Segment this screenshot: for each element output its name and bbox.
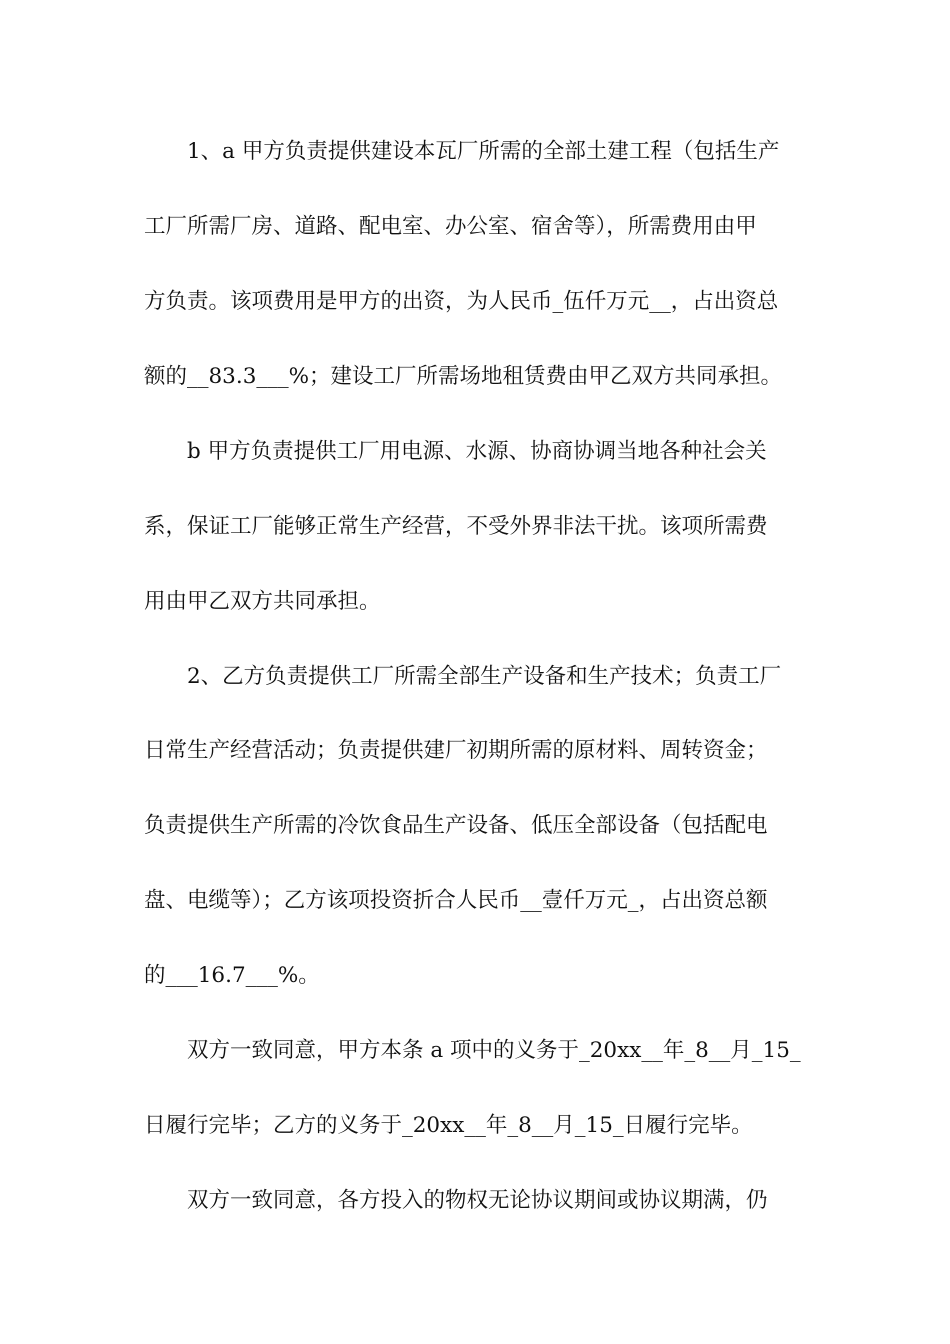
text-line: 方负责。该项费用是甲方的出资，为人民币_伍仟万元__，占出资总 [144,289,779,314]
text-line: 日常生产经营活动；负责提供建厂初期所需的原材料、周转资金； [144,738,768,763]
text-line: 双方一致同意，各方投入的物权无论协议期间或协议期满，仍 [187,1188,768,1213]
text-line: b 甲方负责提供工厂用电源、水源、协商协调当地各种社会关 [187,439,767,464]
text-line: 双方一致同意，甲方本条 a 项中的义务于_20xx__年_8__月_15_ [187,1038,801,1063]
text-line: 2、乙方负责提供工厂所需全部生产设备和生产技术；负责工厂 [187,664,782,689]
text-line: 日履行完毕；乙方的义务于_20xx__年_8__月_15_日履行完毕。 [144,1113,753,1138]
text-line: 系，保证工厂能够正常生产经营，不受外界非法干扰。该项所需费 [144,514,768,539]
text-line: 工厂所需厂房、道路、配电室、办公室、宿舍等），所需费用由甲 [144,214,757,239]
text-line: 额的__83.3___%；建设工厂所需场地租赁费由甲乙双方共同承担。 [144,364,783,389]
text-line: 用由甲乙双方共同承担。 [144,589,381,614]
text-line: 的___16.7___%。 [144,963,320,988]
text-line: 盘、电缆等）；乙方该项投资折合人民币__壹仟万元_，占出资总额 [144,888,768,913]
text-line: 负责提供生产所需的冷饮食品生产设备、低压全部设备（包括配电 [144,813,768,838]
text-line: 1、a 甲方负责提供建设本瓦厂所需的全部土建工程（包括生产 [187,139,780,164]
